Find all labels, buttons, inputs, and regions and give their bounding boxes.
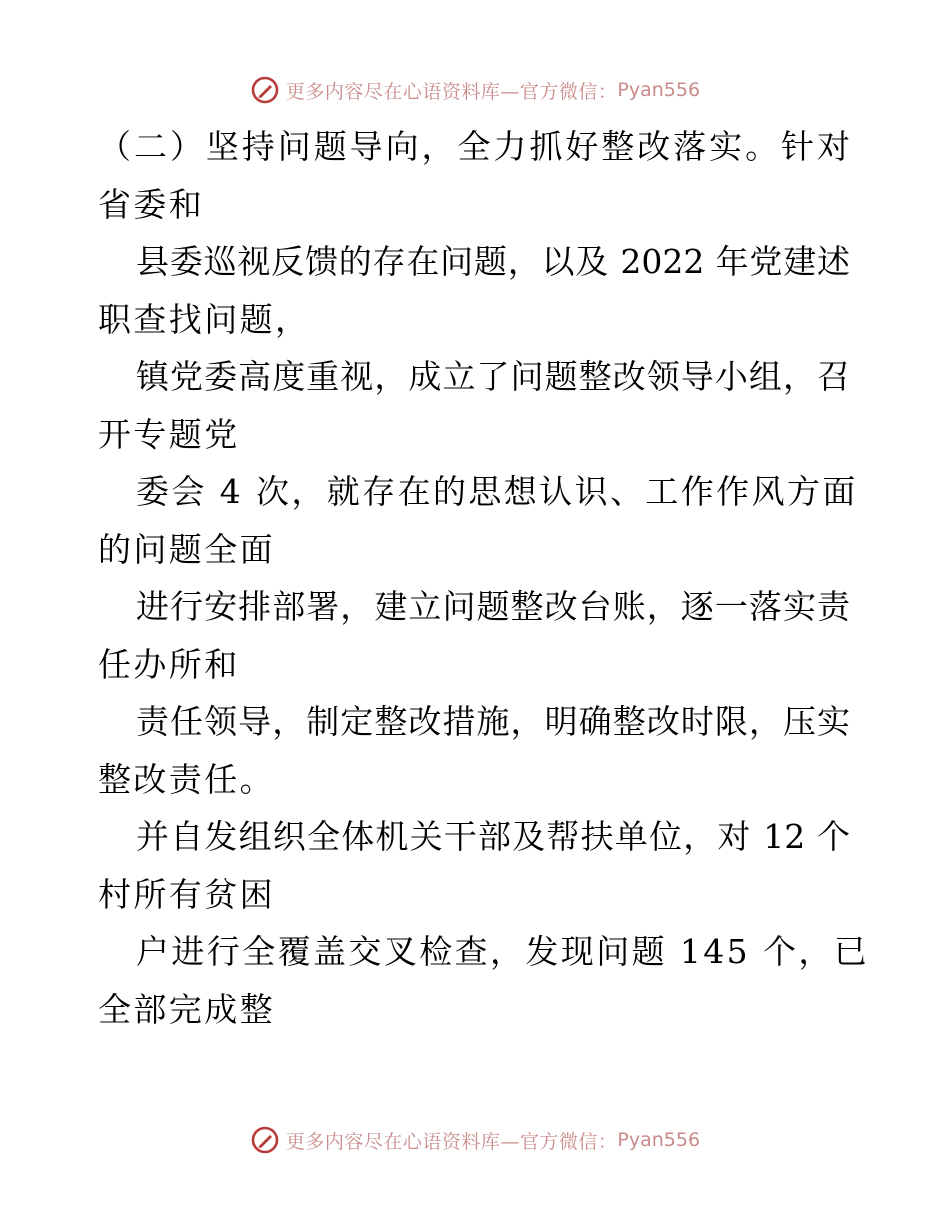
pen-logo-icon: [250, 75, 280, 105]
text-line: 开专题党: [98, 414, 240, 454]
footer-watermark: [0, 1120, 950, 1160]
text-line: 省委和: [98, 184, 205, 224]
watermark-wechat-id: Pyan556: [617, 79, 701, 101]
text-line: 委会 4 次，就存在的思想认识、工作作风方面: [136, 472, 858, 511]
text-line: 职查找问题，: [98, 299, 311, 339]
watermark-text: 更多内容尽在心语资料库—官方微信：: [285, 1130, 618, 1153]
text-line: （二）坚持问题导向，全力抓好整改落实。针对: [98, 127, 850, 166]
text-line: 县委巡视反馈的存在问题，以及 2022 年党建述: [136, 242, 850, 281]
text-line: 全部完成整: [98, 989, 275, 1029]
text-line: 进行安排部署，建立问题整改台账，逐一落实责: [136, 587, 850, 626]
header-watermark: [0, 70, 950, 110]
watermark-text: 更多内容尽在心语资料库—官方微信：: [285, 80, 618, 103]
text-line: 责任领导，制定整改措施，明确整改时限，压实: [136, 702, 850, 741]
text-line: 户进行全覆盖交叉检查，发现问题 145 个，已: [136, 932, 870, 971]
document-body: [98, 118, 870, 1038]
text-line: 村所有贫困: [98, 874, 275, 914]
text-line: 并自发组织全体机关干部及帮扶单位，对 12 个: [136, 817, 850, 856]
text-line: 任办所和: [98, 644, 240, 684]
text-line: 镇党委高度重视，成立了问题整改领导小组，召: [136, 357, 850, 396]
watermark-wechat-id: Pyan556: [617, 1129, 701, 1151]
text-line: 的问题全面: [98, 529, 275, 569]
pen-logo-icon: [250, 1125, 280, 1155]
text-line: 整改责任。: [98, 759, 275, 799]
